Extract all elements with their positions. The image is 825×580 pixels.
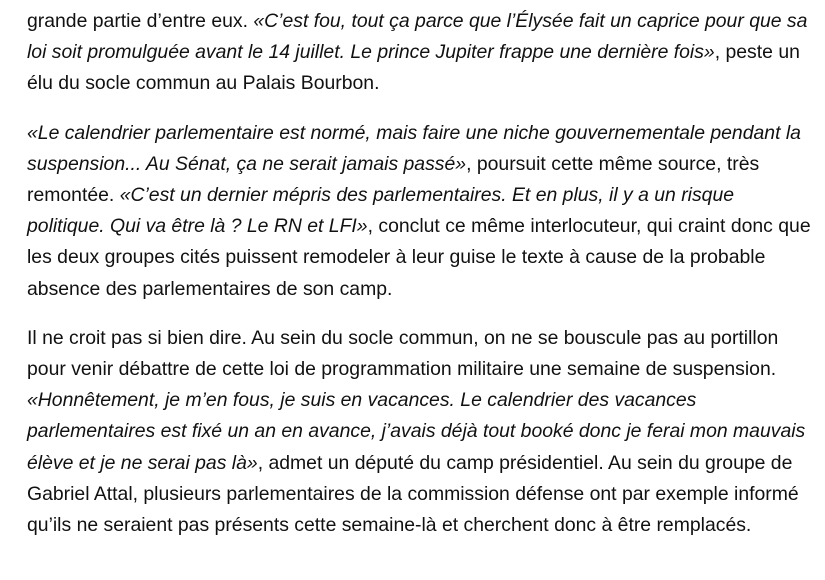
paragraph-1-attribution: , peste un élu du socle commun au Palais Bourbon. xyxy=(27,41,800,95)
paragraph-3-text-b: , admet un député du camp présidentiel. Au sein du groupe de Gabriel Attal, plusieurs parlementaires de la commission défense ont par exemple informé qu’ils ne seraient pas présents cette semaine-là et cherchent donc à être remplacés. xyxy=(27,451,799,537)
paragraph-3 xyxy=(27,323,817,541)
paragraph-2-text-a: , poursuit cette même source, très remontée. xyxy=(27,152,760,207)
quote-elysee-caprice: «C’est fou, tout ça parce que l’Élysée fait un caprice pour que sa loi soit promulguée avant le 14 juillet. Le prince Jupiter frappe une dernière fois» xyxy=(27,10,808,64)
quote-calendrier-norme: «Le calendrier parlementaire est normé, mais faire une niche gouvernementale pendant la suspension... Au Sénat, ça ne serait jamais passé» xyxy=(27,121,801,175)
paragraph-2-text-b: , conclut ce même interlocuteur, qui craint donc que les deux groupes cités puissent remodeler à leur guise le texte à cause de la probable absence des parlementaires de son camp. xyxy=(27,215,811,300)
paragraph-1-text: grande partie d’entre eux. xyxy=(27,10,254,32)
quote-dernier-mepris: «C’est un dernier mépris des parlementaires. Et en plus, il y a un risque politique. Qui va être là ? Le RN et LFI» xyxy=(27,184,735,238)
paragraph-1 xyxy=(27,6,817,100)
article-body xyxy=(27,0,817,541)
paragraph-3-text-a: Il ne croit pas si bien dire. Au sein du socle commun, on ne se bouscule pas au portillon pour venir débattre de cette loi de programmation militaire une semaine de suspension. xyxy=(27,326,779,381)
quote-honnetement: «Honnêtement, je m’en fous, je suis en vacances. Le calendrier des vacances parlementaires est fixé un an en avance, j’avais déjà tout booké donc je ferai mon mauvais élève et je ne serai pas là» xyxy=(27,389,806,474)
paragraph-2 xyxy=(27,118,817,305)
